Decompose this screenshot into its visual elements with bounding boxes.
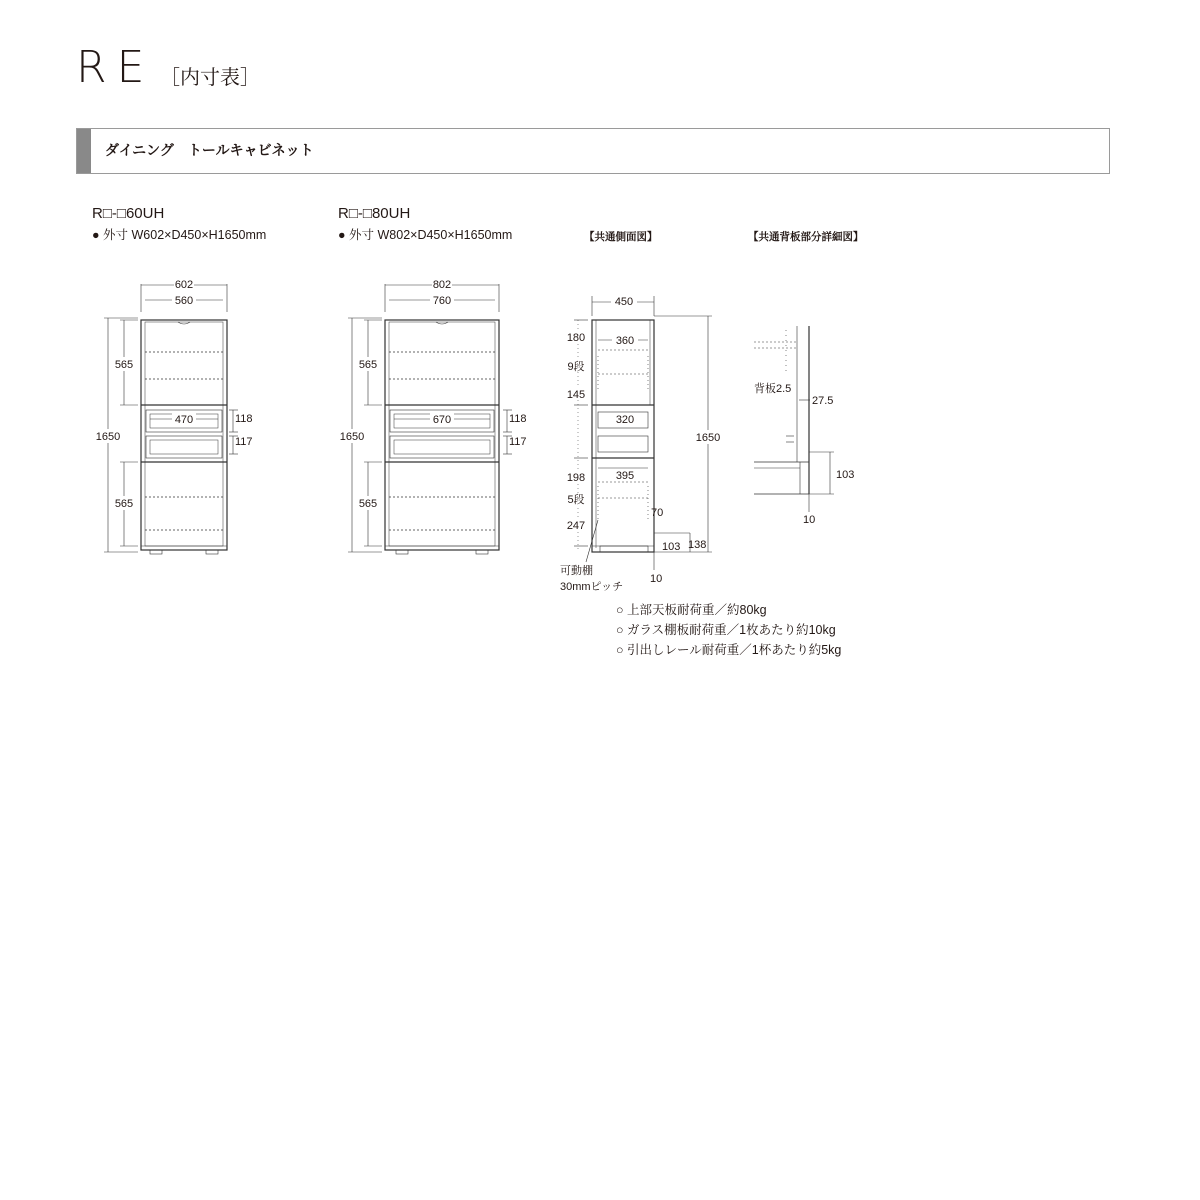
back-detail-label: 【共通背板部分詳細図】 xyxy=(748,231,864,243)
side-view xyxy=(574,296,712,570)
f80-drawer-width: 670 xyxy=(432,414,452,426)
section-title: ダイニング トールキャビネット xyxy=(105,142,314,158)
side-plinth: 70 xyxy=(651,507,664,519)
side-bottom-gap: 247 xyxy=(566,520,586,532)
f80-upper-height: 565 xyxy=(358,359,378,371)
f60-lower-height: 565 xyxy=(114,498,134,510)
side-upper-shelves: 9段 xyxy=(567,361,585,373)
f80-lower-height: 565 xyxy=(358,498,378,510)
f60-inner-width: 560 xyxy=(174,295,194,307)
note-top-load: ○ 上部天板耐荷重／約80kg xyxy=(616,603,767,617)
page-subtitle: ［内寸表］ xyxy=(160,67,260,89)
f60-drawer-lower: 117 xyxy=(235,436,253,448)
model-60-name: R□-□60UH xyxy=(92,205,165,222)
side-depth: 450 xyxy=(614,296,634,308)
f60-total-height: 1650 xyxy=(95,431,121,443)
f80-drawer-lower: 117 xyxy=(509,436,527,448)
side-mid-gap: 145 xyxy=(566,389,586,401)
side-lower-gap: 198 xyxy=(566,472,586,484)
side-adjustable-line1: 可動棚 xyxy=(560,565,593,577)
back-board-thickness: 背板2.5 xyxy=(754,383,792,395)
brand-title: RE xyxy=(76,42,155,93)
f60-drawer-width: 470 xyxy=(174,414,194,426)
side-lower-shelves: 5段 xyxy=(567,494,585,506)
side-adjustable-line2: 30mmピッチ xyxy=(560,581,624,593)
f60-upper-height: 565 xyxy=(114,359,134,371)
front-view-60 xyxy=(104,284,238,554)
side-view-label: 【共通側面図】 xyxy=(584,231,658,243)
side-foot-depth: 103 xyxy=(662,541,681,553)
note-drawer-rail-load: ○ 引出しレール耐荷重／1杯あたり約5kg xyxy=(616,643,842,657)
load-capacity-notes xyxy=(616,600,841,660)
back-offset: 27.5 xyxy=(812,395,834,407)
f60-outer-width: 602 xyxy=(174,279,194,291)
side-total-height: 1650 xyxy=(695,432,721,444)
back-detail-view xyxy=(754,326,834,512)
f80-outer-width: 802 xyxy=(432,279,452,291)
side-drawer-depth: 320 xyxy=(615,414,635,426)
note-glass-shelf-load: ○ ガラス棚板耐荷重／1枚あたり約10kg xyxy=(616,623,836,637)
back-floor: 10 xyxy=(803,514,816,526)
f80-total-height: 1650 xyxy=(339,431,365,443)
side-top-gap: 180 xyxy=(566,332,586,344)
model-60-dimensions: ● 外寸 W602×D450×H1650mm xyxy=(92,228,267,242)
side-lower-depth: 395 xyxy=(615,470,635,482)
model-80-dimensions: ● 外寸 W802×D450×H1650mm xyxy=(338,228,513,242)
side-floor: 10 xyxy=(650,573,663,585)
side-foot-height: 138 xyxy=(688,539,707,551)
side-upper-depth: 360 xyxy=(615,335,635,347)
f80-drawer-upper: 118 xyxy=(509,413,527,425)
f80-inner-width: 760 xyxy=(432,295,452,307)
back-height: 103 xyxy=(836,469,855,481)
model-80-name: R□-□80UH xyxy=(338,205,411,222)
f60-drawer-upper: 118 xyxy=(235,413,253,425)
